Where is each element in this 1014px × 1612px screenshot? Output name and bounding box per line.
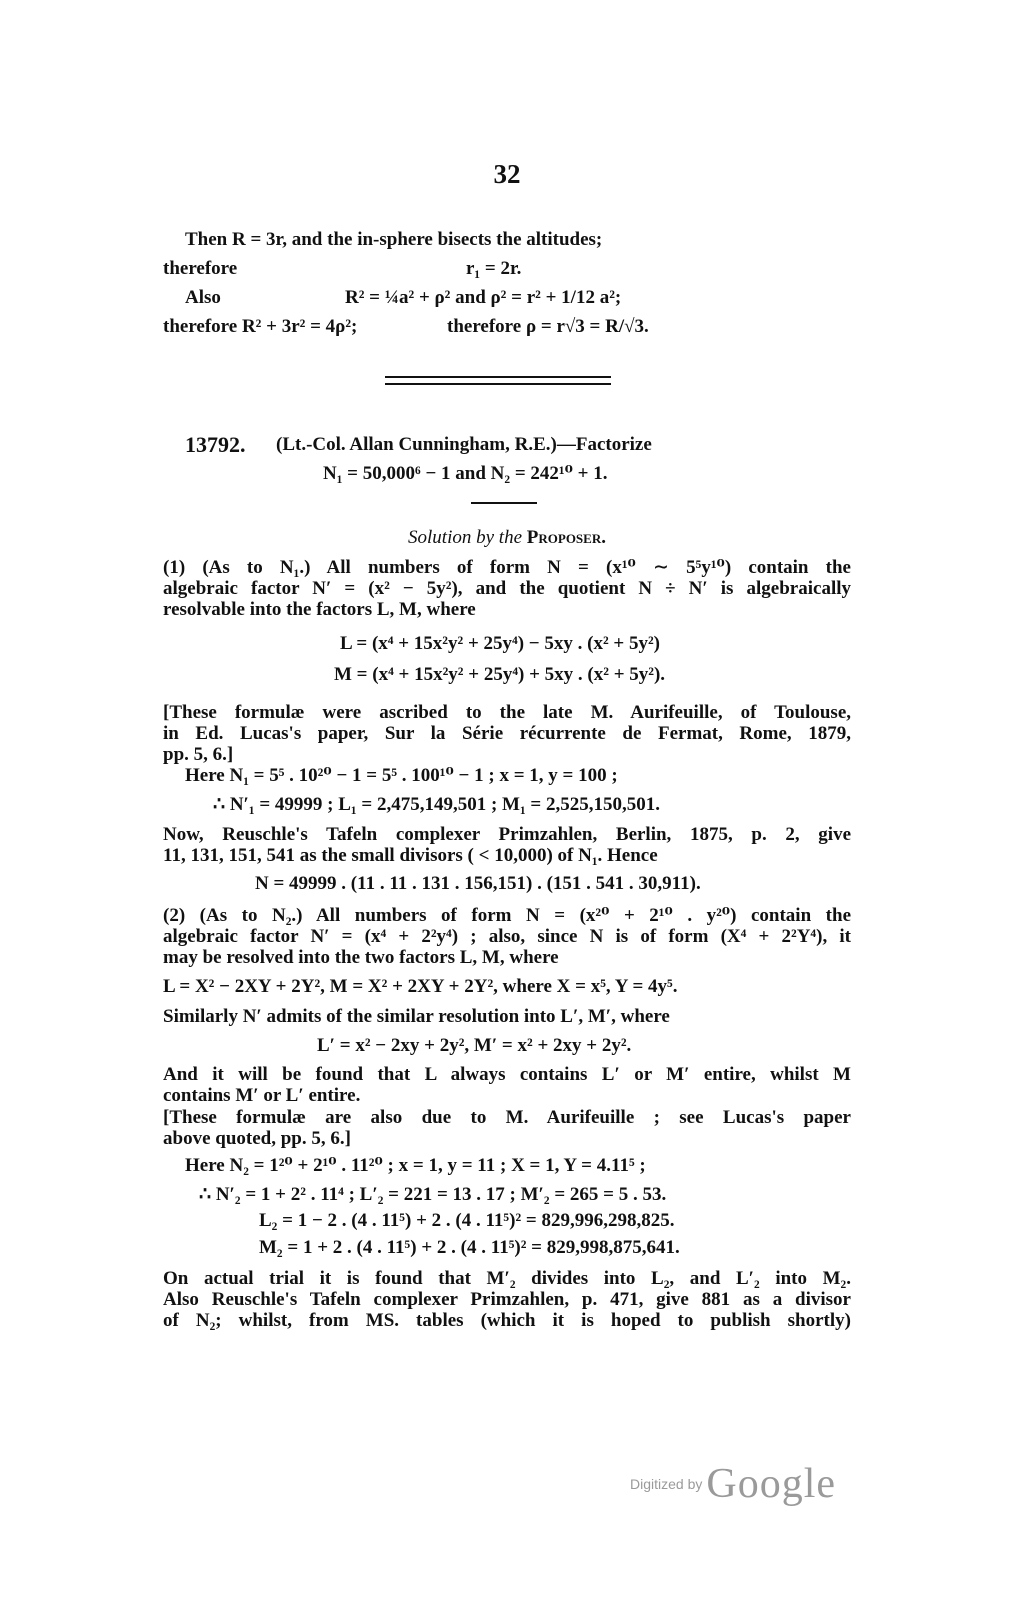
equation: ∴ N′₁ = 49999 ; L₁ = 2,475,149,501 ; M₁ = 2,525,150,501.: [213, 794, 660, 815]
text-line: (1) (As to N₁.) All numbers of form N = (x¹⁰ ∼ 5⁵y¹⁰) contain the: [163, 557, 851, 578]
text-line: algebraic factor N′ = (x² − 5y²), and the quotient N ÷ N′ is algebraically: [163, 578, 851, 599]
equation-L2: L₂ = 1 − 2 . (4 . 11⁵) + 2 . (4 . 11⁵)² = 829,996,298,825.: [259, 1210, 675, 1231]
problem-author: (Lt.-Col. Allan Cunningham, R.E.)—Factorize: [276, 434, 652, 455]
problem-equation: N₁ = 50,000⁶ − 1 and N₂ = 242¹⁰ + 1.: [323, 463, 608, 484]
text-line: [These formulæ are also due to M. Aurifeuille ; see Lucas's paper: [163, 1107, 851, 1128]
text-line: may be resolved into the two factors L, M, where: [163, 947, 559, 968]
equation: therefore R² + 3r² = 4ρ²;: [163, 316, 358, 337]
equation: r₁ = 2r.: [466, 258, 522, 279]
double-rule-bottom: [385, 383, 611, 385]
solution-who: Proposer.: [526, 527, 606, 548]
text-line: [These formulæ were ascribed to the late M. Aurifeuille, of Toulouse,: [163, 702, 851, 723]
equation: R² = ¼a² + ρ² and ρ² = r² + 1/12 a²;: [345, 287, 622, 308]
google-logo: Google: [706, 1461, 837, 1507]
double-rule-top: [385, 376, 611, 378]
text-line: Then R = 3r, and the in-sphere bisects the altitudes;: [185, 229, 603, 250]
equation-M2: M₂ = 1 + 2 . (4 . 11⁵) + 2 . (4 . 11⁵)² = 829,998,875,641.: [259, 1237, 680, 1258]
equation: Here N₁ = 5⁵ . 10²⁰ − 1 = 5⁵ . 100¹⁰ − 1 ; x = 1, y = 100 ;: [185, 765, 618, 786]
text-line: above quoted, pp. 5, 6.]: [163, 1128, 351, 1149]
problem-number: 13792.: [185, 432, 246, 457]
equation-M: M = (x⁴ + 15x²y² + 25y⁴) + 5xy . (x² + 5y²).: [334, 664, 666, 685]
page-number: 32: [493, 159, 521, 189]
watermark-prefix: Digitized by: [630, 1476, 703, 1492]
short-rule: [471, 502, 537, 504]
text-line: of N₂; whilst, from MS. tables (which it is hoped to publish shortly): [163, 1310, 851, 1331]
text-line: resolvable into the factors L, M, where: [163, 599, 476, 620]
equation: Here N₂ = 1²⁰ + 2¹⁰ . 11²⁰ ; x = 1, y = 11 ; X = 1, Y = 4.11⁵ ;: [185, 1155, 646, 1176]
text-line: Similarly N′ admits of the similar resolution into L′, M′, where: [163, 1006, 670, 1027]
text-line: therefore: [163, 258, 238, 279]
equation-L: L = (x⁴ + 15x²y² + 25y⁴) − 5xy . (x² + 5y²): [340, 633, 660, 654]
text-line: On actual trial it is found that M′₂ divides into L₂, and L′₂ into M₂.: [163, 1268, 851, 1289]
equation: ∴ N′₂ = 1 + 2² . 11⁴ ; L′₂ = 221 = 13 . 17 ; M′₂ = 265 = 5 . 53.: [199, 1184, 667, 1205]
solution-by: Solution by the: [408, 527, 523, 548]
watermark: [630, 1460, 836, 1508]
equation-LpMp: L′ = x² − 2xy + 2y², M′ = x² + 2xy + 2y².: [317, 1035, 632, 1056]
equation-N: N = 49999 . (11 . 11 . 131 . 156,151) . (151 . 541 . 30,911).: [255, 873, 701, 894]
text-line: contains M′ or L′ entire.: [163, 1085, 361, 1106]
equation: therefore ρ = r√3 = R/√3.: [447, 316, 649, 337]
equation-LM: L = X² − 2XY + 2Y², M = X² + 2XY + 2Y², where X = x⁵, Y = 4y⁵.: [163, 976, 678, 997]
text-line: (2) (As to N₂.) All numbers of form N = (x²⁰ + 2¹⁰ . y²⁰) contain the: [163, 905, 851, 926]
solution-heading: [0, 527, 1014, 549]
text-line: in Ed. Lucas's paper, Sur la Série récurrente de Fermat, Rome, 1879,: [163, 723, 851, 744]
text-line: Also: [185, 287, 221, 308]
text-line: And it will be found that L always contains L′ or M′ entire, whilst M: [163, 1064, 851, 1085]
text-line: pp. 5, 6.]: [163, 744, 234, 765]
text-line: Now, Reuschle's Tafeln complexer Primzahlen, Berlin, 1875, p. 2, give: [163, 824, 851, 845]
text-line: algebraic factor N′ = (x⁴ + 2²y⁴) ; also, since N is of form (X⁴ + 2²Y⁴), it: [163, 926, 851, 947]
text-line: 11, 131, 151, 541 as the small divisors ( < 10,000) of N₁. Hence: [163, 845, 658, 866]
text-line: Also Reuschle's Tafeln complexer Primzahlen, p. 471, give 881 as a divisor: [163, 1289, 851, 1310]
